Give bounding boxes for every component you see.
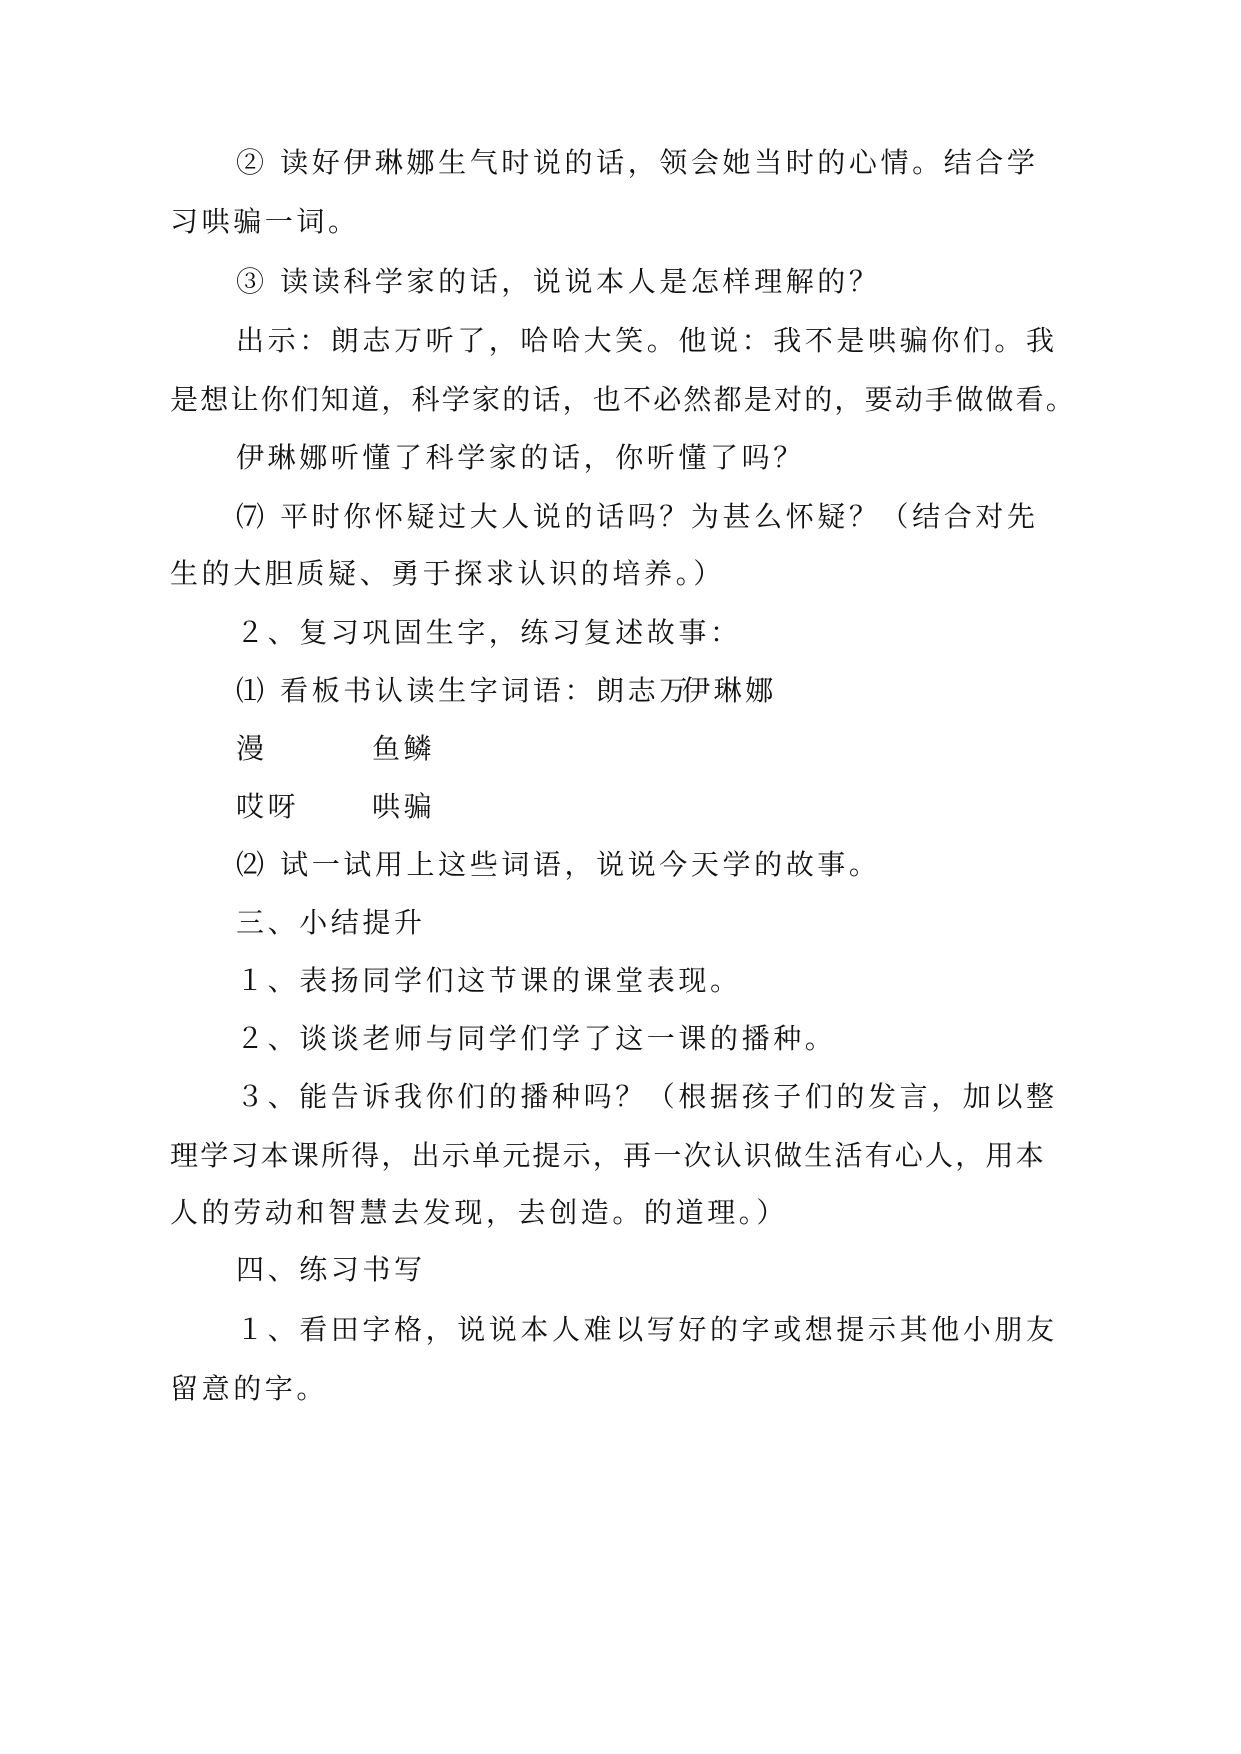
paragraph-line-16: 人的劳动和智慧去发现，去创造。的道理。）	[170, 1196, 789, 1229]
paragraph-line-2: 习哄骗一词。	[170, 205, 360, 238]
word-hongpian: 哄骗	[372, 790, 436, 823]
word-yulin: 鱼鳞	[372, 732, 436, 765]
paragraph-line-11: ⑵ 试一试用上这些词语，说说今天学的故事。	[236, 848, 881, 881]
paragraph-line-10: ⑴ 看板书认读生字词语：朗志万	[236, 674, 691, 707]
section-heading-4: 四、练习书写	[236, 1253, 426, 1286]
word-yilinna: 伊琳娜	[682, 674, 777, 707]
word-aiya: 哎呀	[236, 790, 300, 823]
word-man: 漫	[236, 732, 268, 765]
paragraph-line-6: 伊琳娜听懂了科学家的话，你听懂了吗？	[236, 441, 805, 474]
paragraph-line-13: ２、谈谈老师与同学们学了这一课的播种。	[236, 1022, 837, 1055]
paragraph-line-5: 是想让你们知道，科学家的话，也不必然都是对的，要动手做做看。	[170, 383, 1077, 416]
paragraph-line-15: 理学习本课所得，出示单元提示，再一次认识做生活有心人，用本	[170, 1139, 1046, 1172]
paragraph-line-14: ３、能告诉我你们的播种吗？（根据孩子们的发言，加以整	[236, 1080, 1058, 1113]
paragraph-line-7: ⑺ 平时你怀疑过大人说的话吗？为甚么怀疑？（结合对先	[236, 500, 1039, 533]
paragraph-line-18: 留意的字。	[170, 1372, 329, 1405]
paragraph-line-3: ③ 读读科学家的话，说说本人是怎样理解的？	[236, 265, 881, 298]
section-heading-3: 三、小结提升	[236, 906, 426, 939]
paragraph-line-17: １、看田字格，说说本人难以写好的字或想提示其他小朋友	[236, 1313, 1058, 1346]
paragraph-line-12: １、表扬同学们这节课的课堂表现。	[236, 964, 742, 997]
paragraph-line-8: 生的大胆质疑、勇于探求认识的培养。）	[170, 557, 725, 590]
paragraph-line-4: 出示：朗志万听了，哈哈大笑。他说：我不是哄骗你们。我	[236, 324, 1058, 357]
paragraph-line-1: ② 读好伊琳娜生气时说的话，领会她当时的心情。结合学	[236, 146, 1039, 179]
paragraph-line-9: ２、复习巩固生字，练习复述故事：	[236, 616, 742, 649]
